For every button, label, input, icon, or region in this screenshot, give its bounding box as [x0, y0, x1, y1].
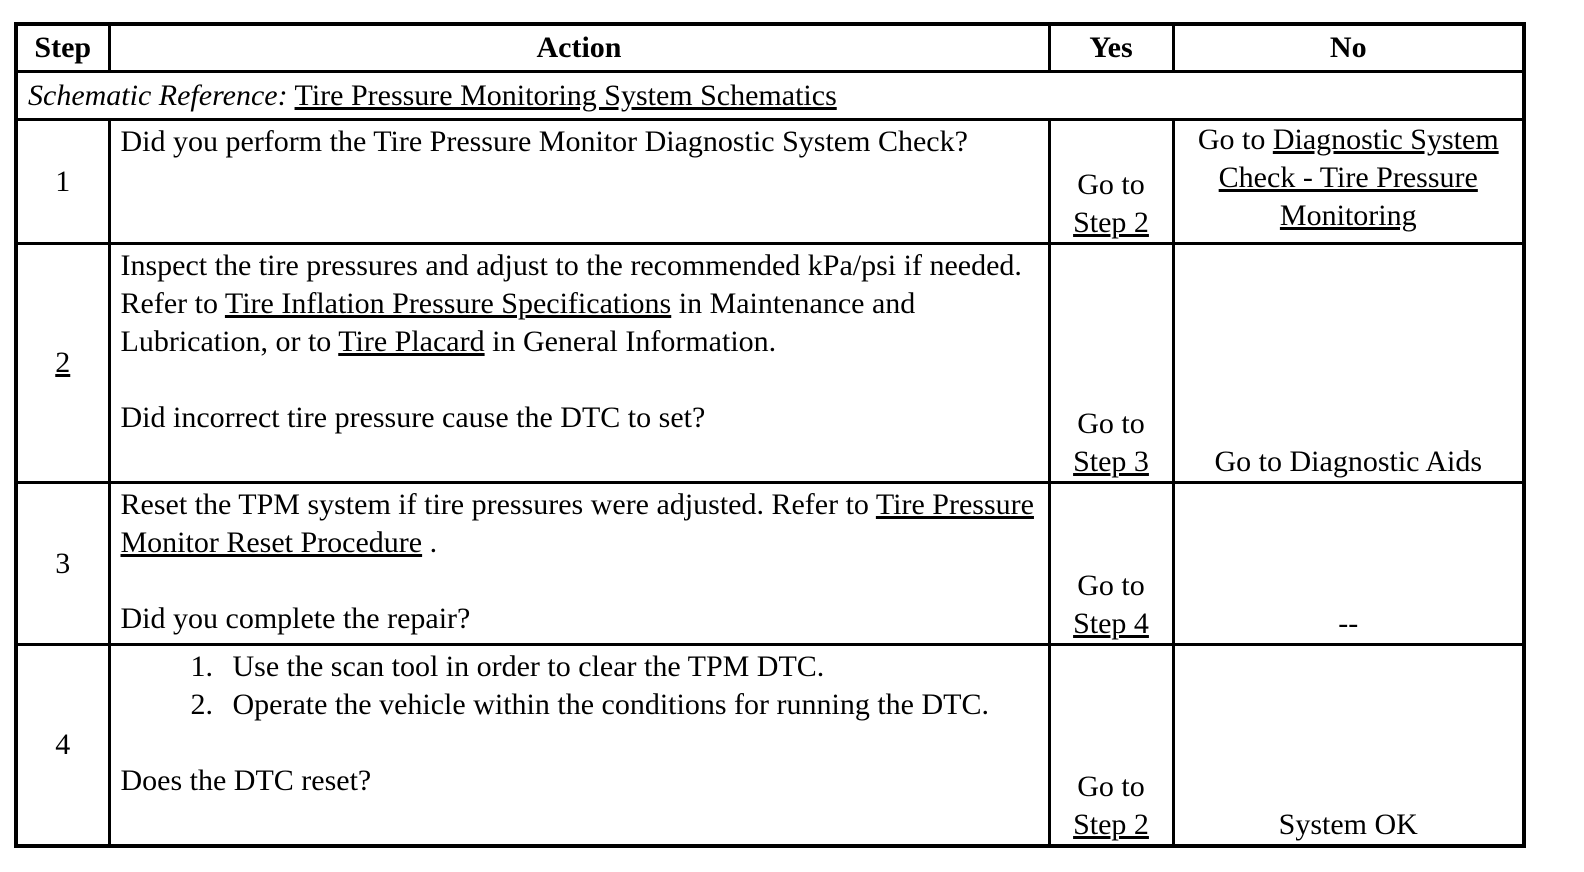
spacer: [121, 562, 1038, 600]
yes-step-link[interactable]: Step 4: [1073, 607, 1149, 640]
table-row: [16, 483, 1524, 645]
no-cell: [1173, 244, 1524, 483]
table-row: [16, 120, 1524, 244]
step-number: 3: [16, 483, 109, 645]
no-text: --: [1338, 607, 1359, 640]
yes-cell: [1049, 645, 1173, 847]
action-cell: [109, 120, 1049, 244]
yes-prefix: Go to: [1077, 770, 1145, 803]
action-question: Did you complete the repair?: [120, 602, 471, 635]
step-number: [16, 244, 109, 483]
no-prefix: Go to: [1197, 123, 1273, 156]
schematic-reference-row: [16, 72, 1524, 120]
no-cell: [1173, 483, 1524, 645]
schematic-link[interactable]: Tire Pressure Monitoring System Schematics: [294, 78, 837, 112]
no-diagnostic-system-check-link[interactable]: Diagnostic System Check - Tire Pressure Monitoring: [1218, 123, 1499, 232]
diagnostic-table: [14, 22, 1526, 848]
procedure-item: 1. Use the scan tool in order to clear the TPM DTC.: [221, 648, 1038, 686]
action-text: .: [422, 526, 438, 559]
procedure-list: [121, 648, 1038, 724]
schematic-reference: [16, 72, 1524, 120]
yes-step-link[interactable]: Step 3: [1073, 445, 1149, 478]
schematic-reference-label: Schematic Reference:: [28, 78, 288, 112]
tire-inflation-specs-link[interactable]: Tire Inflation Pressure Specifications: [224, 287, 672, 320]
step-number: 1: [16, 120, 109, 244]
table-row: [16, 244, 1524, 483]
action-cell: [109, 483, 1049, 645]
action-instruction: [121, 247, 1038, 361]
action-instruction: [121, 486, 1038, 562]
action-question: Did incorrect tire pressure cause the DTC to set?: [120, 401, 706, 434]
no-text: System OK: [1278, 808, 1418, 841]
procedure-item: 2. Operate the vehicle within the conditions for running the DTC.: [221, 686, 1038, 724]
yes-step-link[interactable]: Step 2: [1073, 808, 1149, 841]
action-text: Inspect the tire pressures and adjust to the recommended kPa/psi if needed. Refer to: [120, 249, 1022, 320]
header-yes: Yes: [1049, 24, 1173, 72]
spacer: [121, 361, 1038, 399]
table-row: [16, 645, 1524, 847]
spacer: [121, 724, 1038, 762]
yes-cell: [1049, 120, 1173, 244]
action-text: Reset the TPM system if tire pressures were adjusted. Refer to: [120, 488, 876, 521]
action-text: in General Information.: [484, 325, 777, 358]
header-row: [16, 24, 1524, 72]
header-step: Step: [16, 24, 109, 72]
action-cell: [109, 645, 1049, 847]
action-text: Did you perform the Tire Pressure Monitor Diagnostic System Check?: [120, 125, 968, 158]
step-number-link[interactable]: 2: [55, 346, 71, 379]
yes-cell: [1049, 483, 1173, 645]
yes-cell: [1049, 244, 1173, 483]
header-action: Action: [109, 24, 1049, 72]
yes-prefix: Go to: [1077, 569, 1145, 602]
yes-step-link[interactable]: Step 2: [1073, 206, 1149, 239]
no-text: Go to Diagnostic Aids: [1214, 445, 1482, 478]
yes-prefix: Go to: [1077, 407, 1145, 440]
header-no: No: [1173, 24, 1524, 72]
action-cell: [109, 244, 1049, 483]
tpm-reset-procedure-link[interactable]: Tire Pressure Monitor Reset Procedure: [120, 488, 1034, 559]
yes-prefix: Go to: [1077, 168, 1145, 201]
no-cell: [1173, 645, 1524, 847]
action-question: Does the DTC reset?: [120, 764, 372, 797]
no-cell: [1173, 120, 1524, 244]
action-text: in Maintenance and Lubrication, or to: [120, 287, 916, 358]
tire-placard-link[interactable]: Tire Placard: [338, 325, 485, 358]
step-number: 4: [16, 645, 109, 847]
